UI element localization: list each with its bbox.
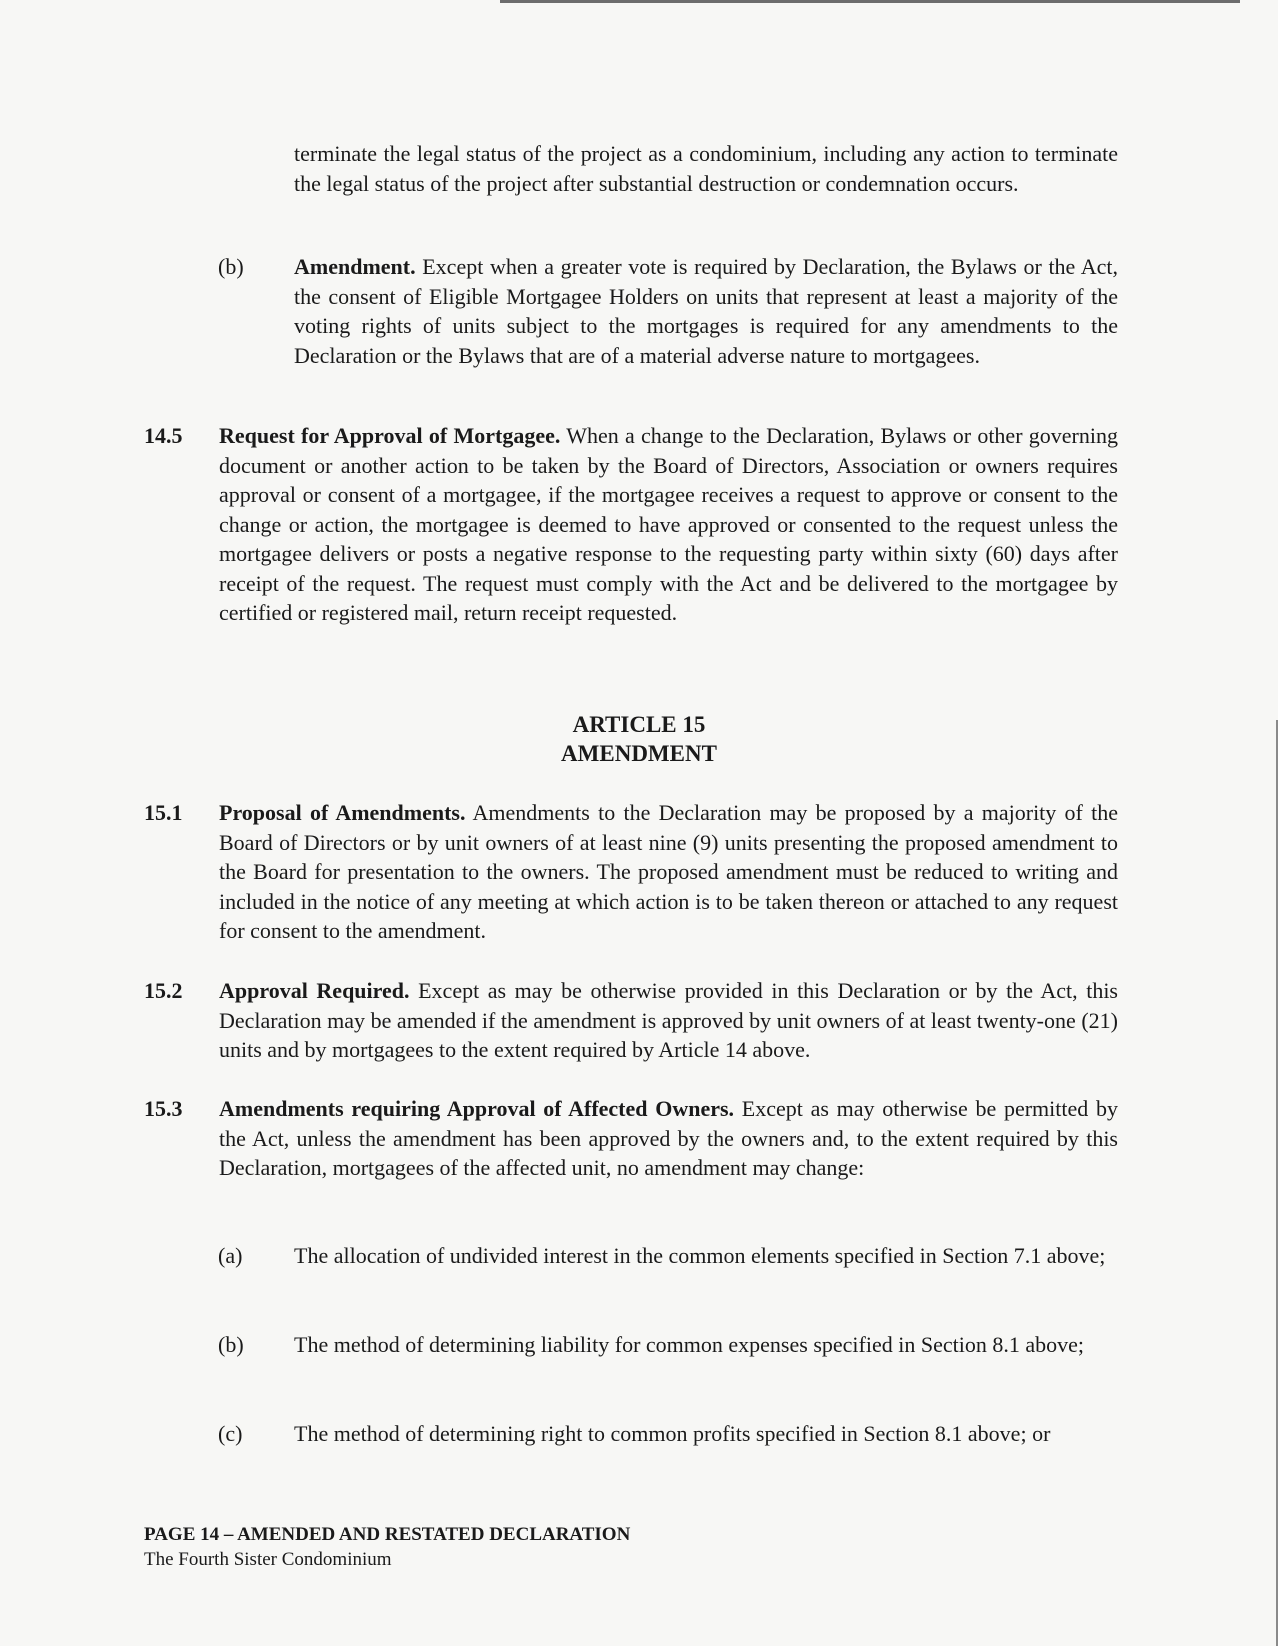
subsection-label: (b)	[218, 254, 244, 279]
page-footer	[144, 1522, 630, 1572]
section-text	[219, 798, 1118, 946]
section-title: Proposal of Amendments.	[219, 800, 466, 825]
continuation-paragraph: terminate the legal status of the project as a condominium, including any action to terminate the legal status of the project after substantial destruction or condemnation occurs.	[294, 141, 1118, 196]
section-14-5	[144, 421, 1118, 628]
subsection-title: Amendment.	[294, 254, 416, 279]
subsection-a	[218, 1241, 1118, 1271]
section-body: When a change to the Declaration, Bylaws or other governing document or another action to be taken by the Board of Directors, Association or owners requires approval or consent of a mortgagee, if the mortgagee receives a request to approve or consent to the change or action, the mortgagee is deemed to have approved or consented to the request unless the mortgagee delivers or posts a negative response to the requesting party within sixty (60) days after receipt of the request. The request must comply with the Act and be delivered to the mortgagee by certified or registered mail, return receipt requested.	[219, 423, 1118, 625]
subsection-label: (a)	[218, 1243, 243, 1268]
article-heading-title: AMENDMENT	[561, 741, 717, 766]
subsection-b	[218, 1330, 1118, 1360]
subsection-text: The method of determining liability for common expenses specified in Section 8.1 above;	[294, 1332, 1084, 1357]
section-text	[219, 1094, 1118, 1183]
section-number: 15.3	[144, 1096, 183, 1121]
section-15-3	[144, 1094, 1118, 1183]
subsection-label: (b)	[218, 1332, 244, 1357]
subsection-body: Except when a greater vote is required by Declaration, the Bylaws or the Act, the consent of Eligible Mortgagee Holders on units that represent at least a majority of the voting rights of units subject to the mortgages is required for any amendments to the Declaration or the Bylaws that are of a material adverse nature to mortgagees.	[294, 254, 1118, 368]
subsection-label: (c)	[218, 1421, 243, 1446]
section-title: Request for Approval of Mortgagee.	[219, 423, 561, 448]
section-15-2	[144, 976, 1118, 1065]
article-heading-number: ARTICLE 15	[572, 712, 706, 737]
subsection-text	[294, 252, 1118, 370]
subsection-text: The allocation of undivided interest in the common elements specified in Section 7.1 above;	[294, 1243, 1106, 1268]
section-body: Except as may be otherwise provided in this Declaration or by the Act, this Declaration may be amended if the amendment is approved by unit owners of at least twenty-one (21) units and by mortgagees to the extent required by Article 14 above.	[219, 978, 1118, 1062]
section-title: Amendments requiring Approval of Affected Owners.	[219, 1096, 735, 1121]
section-text	[219, 421, 1118, 628]
subsection-b-amendment	[218, 252, 1118, 370]
footer-document-name: The Fourth Sister Condominium	[144, 1549, 392, 1570]
section-15-1	[144, 798, 1118, 946]
section-body: Except as may otherwise be permitted by the Act, unless the amendment has been approved by the owners and, to the extent required by this Declaration, mortgagees of the affected unit, no amendment may change:	[219, 1096, 1118, 1180]
section-number: 15.2	[144, 978, 183, 1003]
section-number: 15.1	[144, 800, 183, 825]
subsection-c	[218, 1419, 1118, 1449]
footer-page-label: PAGE 14 – AMENDED AND RESTATED DECLARATION	[144, 1524, 631, 1545]
section-body: Amendments to the Declaration may be proposed by a majority of the Board of Directors or by unit owners of at least nine (9) units presenting the proposed amendment to the Board for presentation to the owners. The proposed amendment must be reduced to writing and included in the notice of any meeting at which action is to be taken thereon or attached to any request for consent to the amendment.	[219, 800, 1118, 943]
section-title: Approval Required.	[219, 978, 410, 1003]
section-text	[219, 976, 1118, 1065]
section-number: 14.5	[144, 423, 183, 448]
subsection-text: The method of determining right to common profits specified in Section 8.1 above; or	[294, 1421, 1051, 1446]
